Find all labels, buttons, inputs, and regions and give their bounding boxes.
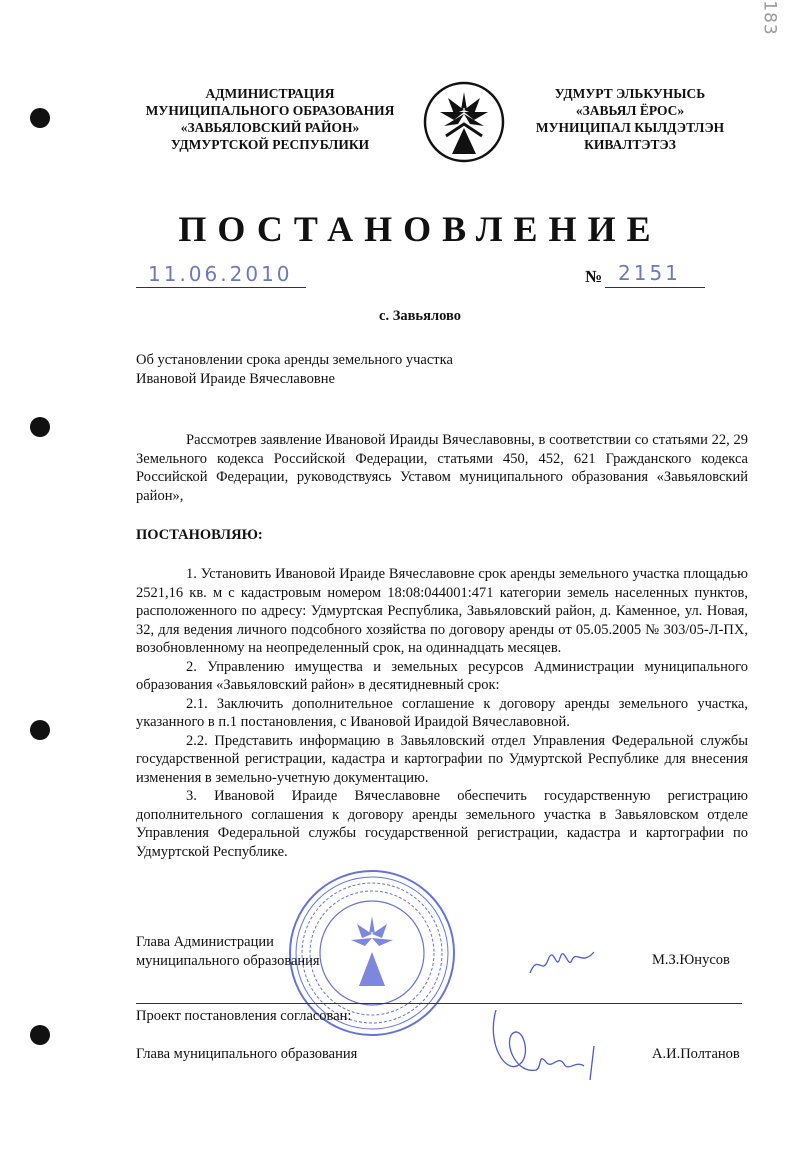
punch-hole-4 — [30, 1025, 50, 1045]
item-2-1: 2.1. Заключить дополнительное соглашение к договору аренды земельного участка, указанного в п.1 постановления, с Ивановой Ираидой Вячеславовной. — [136, 695, 748, 730]
number-label: № — [585, 267, 603, 286]
number-underline — [605, 287, 705, 288]
resolve-heading: ПОСТАНОВЛЯЮ: — [136, 527, 263, 543]
date-underline — [136, 287, 306, 288]
approver-name: А.И.Полтанов — [652, 1046, 740, 1062]
header-left: АДМИНИСТРАЦИЯ МУНИЦИПАЛЬНОГО ОБРАЗОВАНИЯ «ЗАВЬЯЛОВСКИЙ РАЙОН» УДМУРТСКОЙ РЕСПУБЛИКИ — [145, 86, 395, 152]
page-number: 183 — [759, 0, 780, 36]
subject: Об установлении срока аренды земельного участка Ивановой Ираиде Вячеславовне — [136, 352, 453, 387]
coat-of-arms-emblem — [422, 80, 506, 164]
place: с. Завьялово — [379, 308, 461, 324]
preamble: Рассмотрев заявление Ивановой Ираиды Вячеславовны, в соответствии со статьями 22, 29 Земельного кодекса Российской Федерации, статьями 450, 452, 621 Гражданского кодекса Российской Федерации, руководствуясь Уставом муниципального образования «Завьяловский район», — [136, 432, 748, 504]
signatory-name: М.З.Юнусов — [652, 952, 730, 968]
item-3: 3. Ивановой Ираиде Вячеславовне обеспечить государственную регистрацию дополнительного соглашения к договору аренды земельного участка в Завьяловском отделе Управления Федеральной службы государственной регистрации, кадастра и картографии по Удмуртской Республике. — [136, 788, 748, 860]
item-2-2: 2.2. Представить информацию в Завьяловский отдел Управления Федеральной службы государственной регистрации, кадастра и картографии по Удмуртской Республике для внесения изменения в земельно-учетную документацию. — [136, 732, 748, 786]
punch-hole-1 — [30, 108, 50, 128]
separator-line — [136, 1003, 742, 1004]
header-right: УДМУРТ ЭЛЬКУНЫСЬ «ЗАВЬЯЛ ЁРОС» МУНИЦИПАЛ КЫЛДЭТЛЭН КИВАЛТЭТЭЗ — [535, 86, 725, 152]
signature-position: Глава Администрации муниципального образования — [136, 934, 320, 969]
approval-position: Глава муниципального образования — [136, 1046, 358, 1062]
approval-label: Проект постановления согласован: — [136, 1008, 352, 1024]
item-2: 2. Управлению имущества и земельных ресурсов Администрации муниципального образования «Завьяловский район» в десятидневный срок: — [136, 658, 748, 693]
resolution-items — [136, 565, 748, 861]
document-title: ПОСТАНОВЛЕНИЕ — [178, 209, 662, 249]
signature-scribble-1 — [528, 948, 598, 983]
item-1: 1. Установить Ивановой Ираиде Вячеславовне срок аренды земельного участка площадью 2521,16 кв. м с кадастровым номером 18:08:044001:471 категории земель населенных пунктов, расположенного по адресу: Удмуртская Республика, Завьяловский район, д. Каменное, ул. Новая, 32, для ведения личного подсобного хозяйства по договору аренды от 05.05.2005 № 303/05-Л-ПХ, возобновленному на неопределенный срок, на одиннадцать месяцев. — [136, 566, 748, 656]
document-date: 11.06.2010 — [148, 262, 293, 286]
punch-hole-2 — [30, 417, 50, 437]
signature-scribble-2 — [476, 1004, 616, 1089]
punch-hole-3 — [30, 720, 50, 740]
document-number: 2151 — [618, 261, 681, 285]
